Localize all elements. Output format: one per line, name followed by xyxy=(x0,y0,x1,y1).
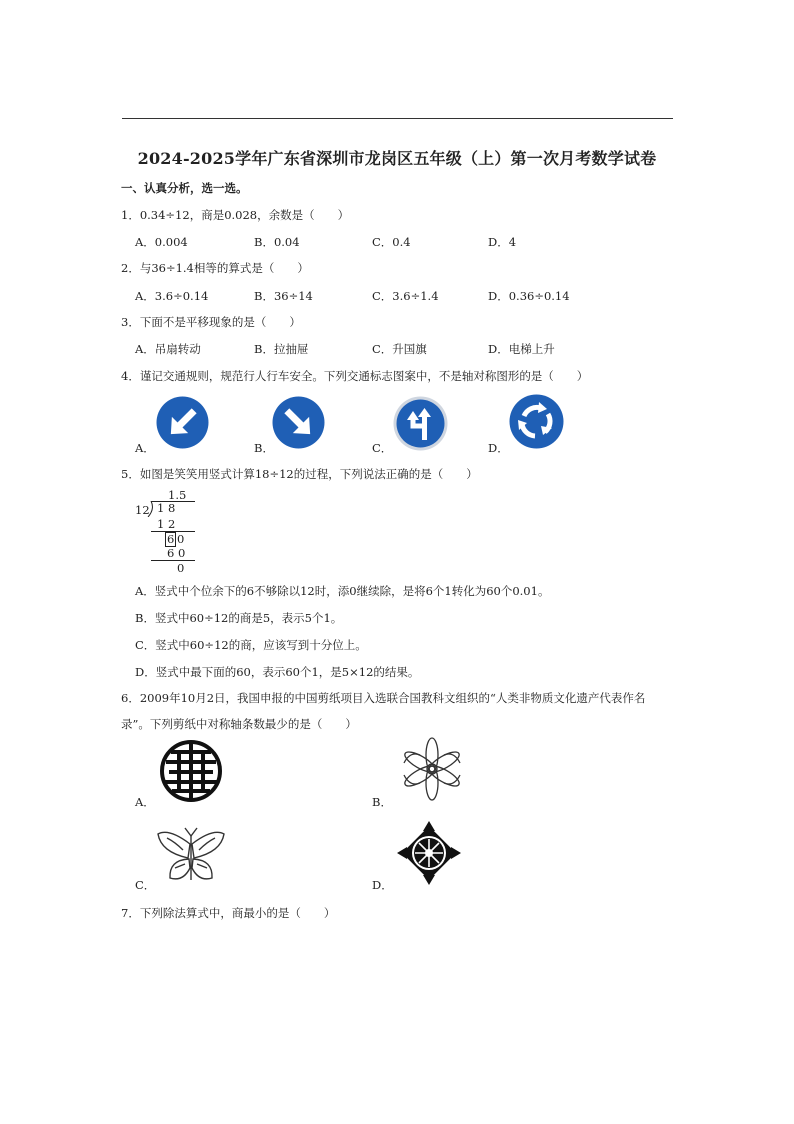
q5-option-d[interactable]: D．竖式中最下面的60，表示60个1，是5×12的结果。 xyxy=(135,665,420,679)
page-title: 2024-2025学年广东省深圳市龙岗区五年级（上）第一次月考数学试卷 xyxy=(137,149,657,168)
q6-option-d[interactable]: D． xyxy=(372,878,393,892)
papercut-medallion-icon xyxy=(396,820,462,886)
question-2-stem: 2．与36÷1.4相等的算式是（ ） xyxy=(121,261,309,275)
roundabout-sign-icon xyxy=(509,394,564,449)
q3-option-c[interactable]: C．升国旗 xyxy=(372,342,427,356)
q3-option-d[interactable]: D．电梯上升 xyxy=(488,342,555,356)
ld-step1: 1 2 xyxy=(157,517,176,531)
papercut-double-happiness-icon xyxy=(158,740,224,802)
ld-line-2 xyxy=(151,560,195,561)
header-rule xyxy=(122,118,673,119)
q1-option-c[interactable]: C．0.4 xyxy=(372,235,411,249)
section-heading: 一、认真分析，选一选。 xyxy=(121,181,248,195)
question-6-stem-line1: 6．2009年10月2日，我国申报的中国剪纸项目入选联合国教科文组织的“人类非物质文化遗产代表作名 xyxy=(121,691,646,705)
q2-option-a[interactable]: A．3.6÷0.14 xyxy=(135,289,209,303)
long-division xyxy=(135,488,205,578)
ld-dividend: 1 8 xyxy=(157,501,176,515)
question-4-stem: 4．谨记交通规则，规范行人行车安全。下列交通标志图案中，不是轴对称图形的是（ ） xyxy=(121,369,589,383)
q1-option-d[interactable]: D．4 xyxy=(488,235,517,249)
ld-step2: 6 0 xyxy=(167,546,186,560)
q2-option-d[interactable]: D．0.36÷0.14 xyxy=(488,289,570,303)
papercut-flower-icon xyxy=(398,736,466,802)
ld-final: 0 xyxy=(177,561,185,575)
q6-option-a[interactable]: A． xyxy=(135,795,155,809)
ld-divisor: 12 xyxy=(135,503,150,517)
q5-option-a[interactable]: A．竖式中个位余下的6不够除以12时，添0继续除，是将6个1转化为60个0.01。 xyxy=(135,584,550,598)
q4-option-a[interactable]: A． xyxy=(135,441,155,455)
papercut-butterfly-icon xyxy=(155,826,227,886)
q2-option-c[interactable]: C．3.6÷1.4 xyxy=(372,289,439,303)
q5-option-c[interactable]: C．竖式中60÷12的商，应该写到十分位上。 xyxy=(135,638,367,652)
q6-option-c[interactable]: C． xyxy=(135,878,156,892)
question-7-stem: 7．下列除法算式中，商最小的是（ ） xyxy=(121,906,336,920)
question-6-stem-line2: 录”。下列剪纸中对称轴条数最少的是（ ） xyxy=(121,717,357,731)
q1-option-a[interactable]: A．0.004 xyxy=(135,235,188,249)
ld-remainder-boxed: 6 xyxy=(167,532,175,546)
q4-option-d[interactable]: D． xyxy=(488,441,509,455)
q3-option-a[interactable]: A．吊扇转动 xyxy=(135,342,201,356)
question-5-stem: 5．如图是笑笑用竖式计算18÷12的过程，下列说法正确的是（ ） xyxy=(121,467,478,481)
straight-or-left-sign-icon xyxy=(393,396,448,451)
q6-option-b[interactable]: B． xyxy=(372,795,392,809)
q5-option-b[interactable]: B．竖式中60÷12的商是5，表示5个1。 xyxy=(135,611,343,625)
question-1-stem: 1．0.34÷12，商是0.028，余数是（ ） xyxy=(121,208,350,222)
ld-remainder-tail: 0 xyxy=(177,532,185,546)
q4-option-b[interactable]: B． xyxy=(254,441,274,455)
q1-option-b[interactable]: B．0.04 xyxy=(254,235,300,249)
ld-quotient: 1.5 xyxy=(168,488,187,502)
q4-option-c[interactable]: C． xyxy=(372,441,393,455)
arrow-down-right-sign-icon xyxy=(156,396,209,449)
question-3-stem: 3．下面不是平移现象的是（ ） xyxy=(121,315,301,329)
q2-option-b[interactable]: B．36÷14 xyxy=(254,289,313,303)
q3-option-b[interactable]: B．拉抽屉 xyxy=(254,342,309,356)
arrow-down-left-sign-icon xyxy=(272,396,325,449)
